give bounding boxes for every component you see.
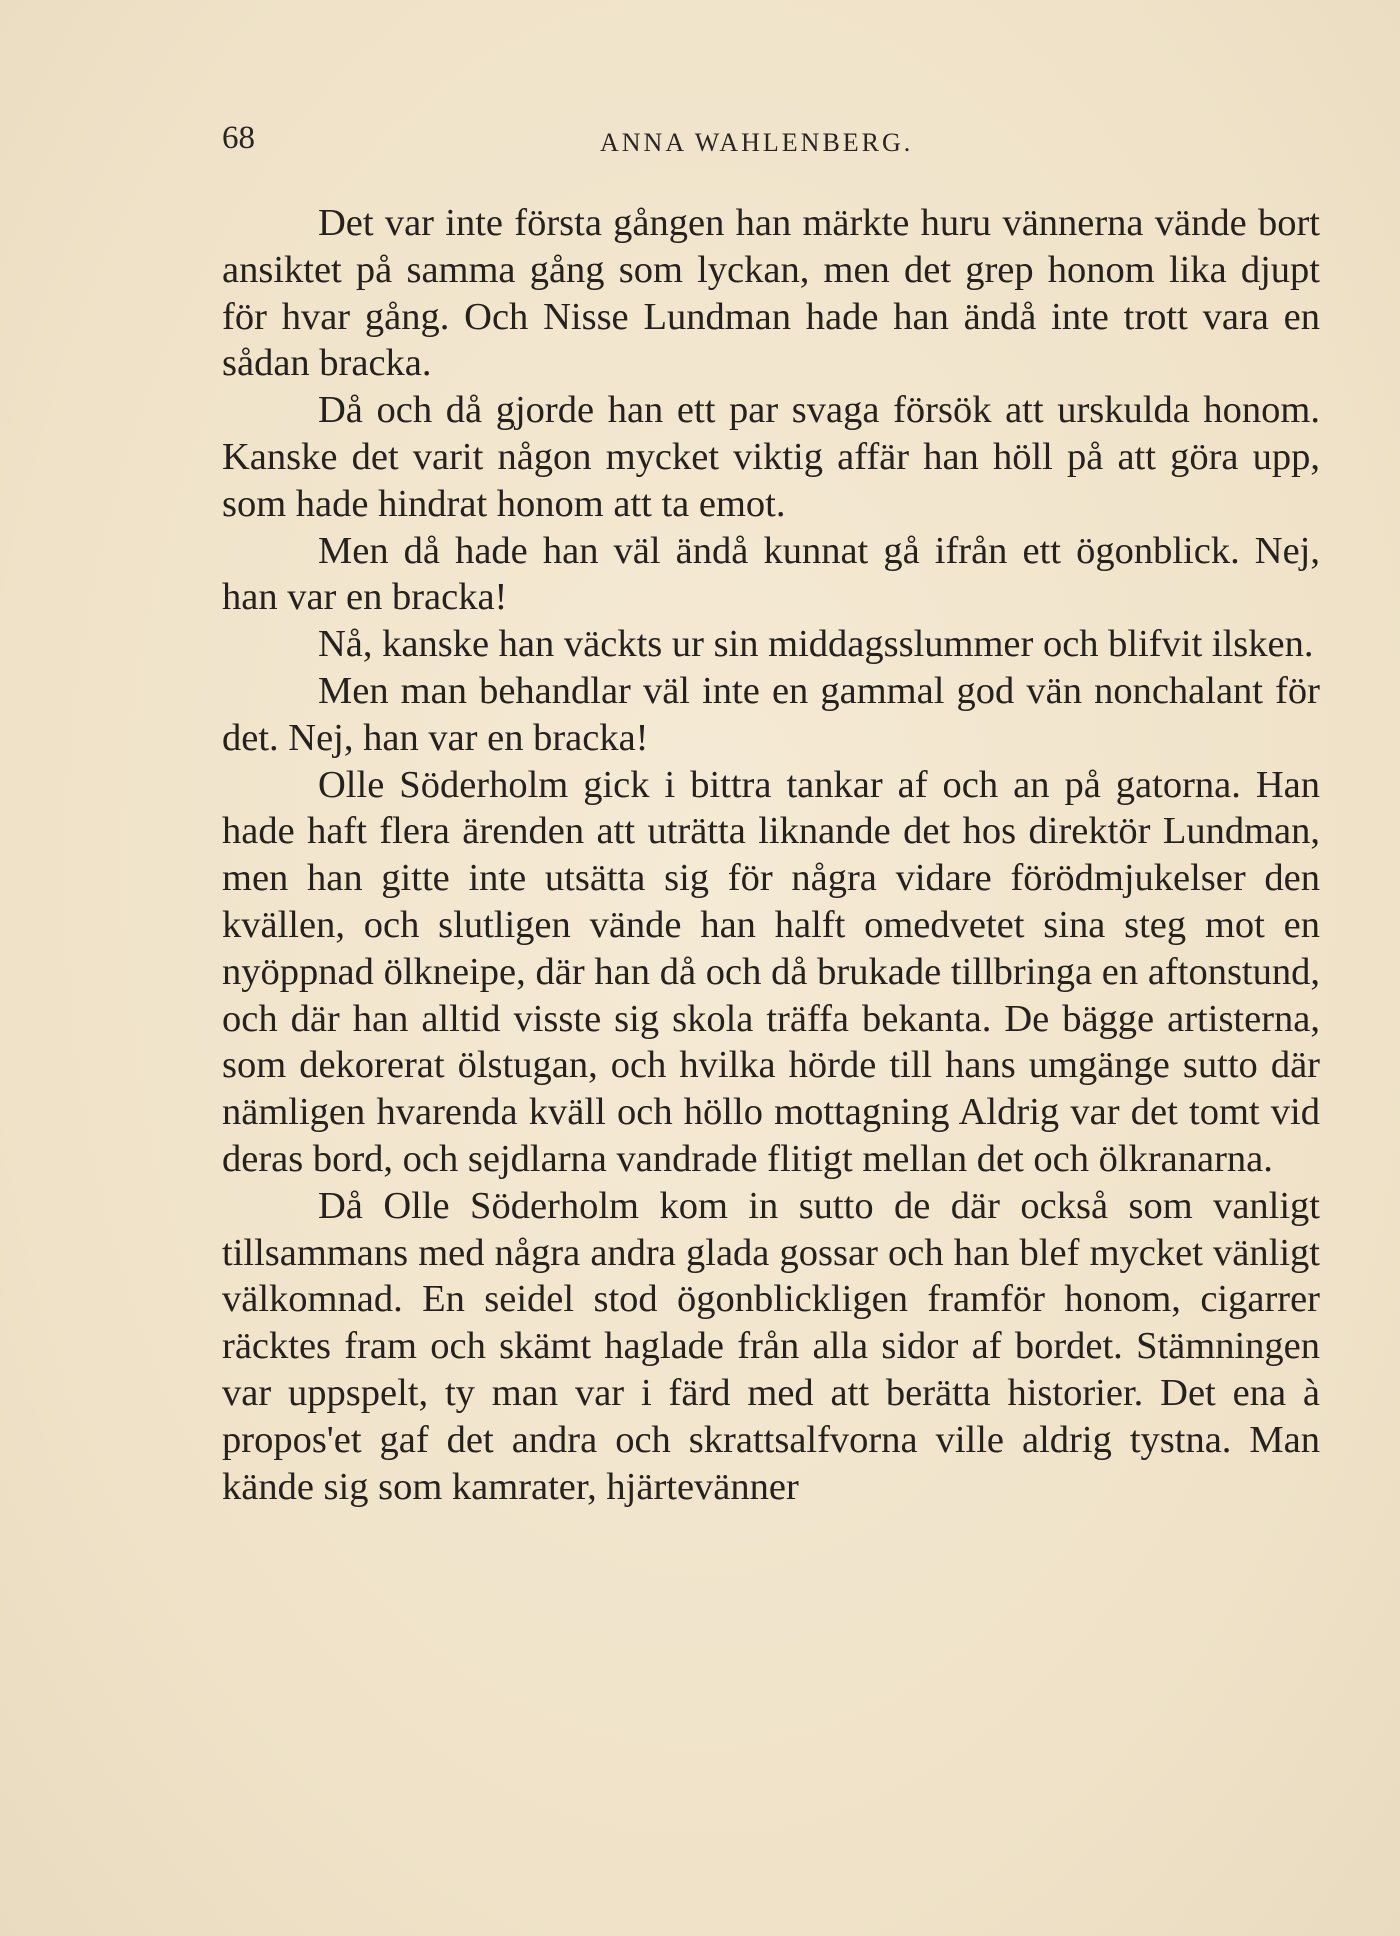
paragraph: Då Olle Söderholm kom in sutto de där också som vanligt tillsammans med några andra glada gossar och han blef mycket vänligt välkomnad. En seidel stod ögonblickligen framför honom, cigarrer räcktes fram och skämt haglade från alla sidor af bordet. Stämningen var uppspelt, ty man var i färd med att berätta historier. Det ena à propos'et gaf det andra och skrattsalfvorna ville aldrig tystna. Man kände sig som kamrater, hjärtevänner (222, 1184, 1320, 1508)
running-head: ANNA WAHLENBERG. (600, 128, 914, 157)
paragraph: Men då hade han väl ändå kunnat gå ifrån ett ögonblick. Nej, han var en bracka! (222, 529, 1320, 619)
paragraph: Nå, kanske han väckts ur sin middagsslummer och blifvit ilsken. (318, 623, 1314, 666)
paragraph: Men man behandlar väl inte en gammal god vän nonchalant för det. Nej, han var en bracka! (222, 669, 1320, 759)
body-text (222, 200, 1320, 1510)
paragraph: Olle Söderholm gick i bittra tankar af och an på gatorna. Han hade haft flera ärenden att uträtta liknande det hos direktör Lundman, men han gitte inte utsätta sig för några vidare förödmjukelser den kvällen, och slutligen vände han halft omedvetet sina steg mot en nyöppnad ölkneipe, där han då och då brukade tillbringa en aftonstund, och där han alltid visste sig skola träffa bekanta. De bägge artisterna, som dekorerat ölstugan, och hvilka hörde till hans umgänge sutto där nämligen hvarenda kväll och höllo mottagning Aldrig var det tomt vid deras bord, och sejdlarna vandrade flitigt mellan det och ölkranarna. (222, 763, 1320, 1180)
paragraph: Det var inte första gången han märkte huru vännerna vände bort ansiktet på samma gång som lyckan, men det grep honom lika djupt för hvar gång. Och Nisse Lundman hade han ändå inte trott vara en sådan bracka. (222, 202, 1320, 385)
page-number: 68 (222, 120, 255, 156)
page-header (222, 120, 1322, 170)
paragraph: Då och då gjorde han ett par svaga försök att urskulda honom. Kanske det varit någon mycket viktig affär han höll på att göra upp, som hade hindrat honom att ta emot. (222, 389, 1320, 525)
